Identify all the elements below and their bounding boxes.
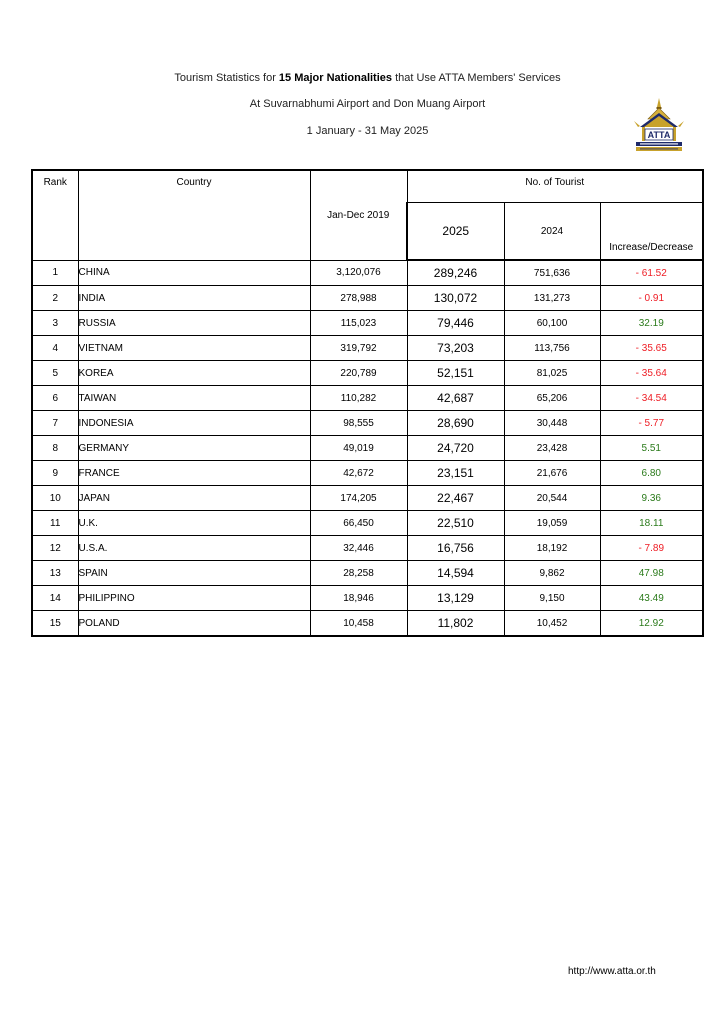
rank-cell: 15 [32, 611, 78, 637]
jan-dec-2019-cell: 32,446 [310, 536, 407, 561]
country-cell: INDONESIA [78, 411, 310, 436]
document-subtitle: At Suvarnabhumi Airport and Don Muang Airport [249, 98, 486, 110]
year-2025-cell: 130,072 [407, 286, 504, 311]
change-percent-cell: - 0.91 [600, 286, 703, 311]
country-cell: FRANCE [78, 461, 310, 486]
change-percent-cell: - 35.65 [600, 336, 703, 361]
year-2025-cell: 28,690 [407, 411, 504, 436]
country-cell: PHILIPPINO [78, 586, 310, 611]
tourism-statistics-table [31, 169, 704, 637]
rank-cell: 5 [32, 361, 78, 386]
rank-cell: 4 [32, 336, 78, 361]
year-2025-header: 2025 [407, 203, 504, 261]
country-cell: CHINA [78, 260, 310, 286]
change-percent-cell: - 34.54 [600, 386, 703, 411]
year-2025-cell: 22,510 [407, 511, 504, 536]
year-2025-cell: 13,129 [407, 586, 504, 611]
title-prefix: Tourism Statistics for [174, 72, 279, 84]
logo-text: ATTA [647, 130, 671, 140]
change-percent-cell: 12.92 [600, 611, 703, 637]
country-cell: U.K. [78, 511, 310, 536]
rank-cell: 3 [32, 311, 78, 336]
rank-cell: 11 [32, 511, 78, 536]
jan-dec-2019-cell: 49,019 [310, 436, 407, 461]
table-row [32, 411, 703, 436]
jan-dec-2019-cell: 115,023 [310, 311, 407, 336]
table-row [32, 611, 703, 637]
jan-dec-2019-cell: 319,792 [310, 336, 407, 361]
change-percent-cell: - 5.77 [600, 411, 703, 436]
year-2024-header: 2024 [504, 203, 600, 261]
year-2024-cell: 81,025 [504, 361, 600, 386]
rank-cell: 6 [32, 386, 78, 411]
year-2025-cell: 14,594 [407, 561, 504, 586]
rank-header: Rank [32, 170, 78, 260]
jan-dec-2019-cell: 18,946 [310, 586, 407, 611]
jan-dec-2019-cell: 42,672 [310, 461, 407, 486]
year-2025-cell: 42,687 [407, 386, 504, 411]
title-suffix: that Use ATTA Members' Services [392, 72, 561, 84]
rank-cell: 13 [32, 561, 78, 586]
country-cell: INDIA [78, 286, 310, 311]
change-percent-cell: - 61.52 [600, 260, 703, 286]
year-2025-cell: 289,246 [407, 260, 504, 286]
rank-cell: 14 [32, 586, 78, 611]
rank-cell: 8 [32, 436, 78, 461]
year-2024-cell: 113,756 [504, 336, 600, 361]
jan-dec-2019-cell: 174,205 [310, 486, 407, 511]
jan-dec-2019-cell: 3,120,076 [310, 260, 407, 286]
year-2024-cell: 18,192 [504, 536, 600, 561]
year-2024-cell: 751,636 [504, 260, 600, 286]
date-range: 1 January - 31 May 2025 [306, 125, 429, 137]
year-2025-cell: 16,756 [407, 536, 504, 561]
table-row [32, 286, 703, 311]
document-title [0, 72, 725, 84]
change-percent-cell: - 7.89 [600, 536, 703, 561]
year-2024-cell: 30,448 [504, 411, 600, 436]
year-2025-cell: 11,802 [407, 611, 504, 637]
table-row [32, 511, 703, 536]
year-2025-cell: 23,151 [407, 461, 504, 486]
jan-dec-2019-cell: 28,258 [310, 561, 407, 586]
jan-dec-2019-cell: 220,789 [310, 361, 407, 386]
jan-dec-2019-cell: 278,988 [310, 286, 407, 311]
table-row [32, 586, 703, 611]
increase-decrease-header: Increase/Decrease [600, 203, 703, 261]
year-2025-cell: 22,467 [407, 486, 504, 511]
rank-cell: 7 [32, 411, 78, 436]
country-cell: KOREA [78, 361, 310, 386]
change-percent-cell: 32.19 [600, 311, 703, 336]
year-2024-cell: 9,862 [504, 561, 600, 586]
jan-dec-2019-header: Jan-Dec 2019 [310, 170, 407, 260]
year-2024-cell: 10,452 [504, 611, 600, 637]
table-row [32, 436, 703, 461]
table-row [32, 260, 703, 286]
year-2024-cell: 19,059 [504, 511, 600, 536]
table-row [32, 386, 703, 411]
year-2024-cell: 20,544 [504, 486, 600, 511]
year-2024-cell: 23,428 [504, 436, 600, 461]
atta-logo-icon [630, 97, 688, 155]
country-cell: SPAIN [78, 561, 310, 586]
change-percent-cell: 43.49 [600, 586, 703, 611]
country-cell: U.S.A. [78, 536, 310, 561]
table-row [32, 561, 703, 586]
jan-dec-2019-cell: 98,555 [310, 411, 407, 436]
country-cell: JAPAN [78, 486, 310, 511]
year-2024-cell: 21,676 [504, 461, 600, 486]
year-2025-cell: 79,446 [407, 311, 504, 336]
rank-cell: 10 [32, 486, 78, 511]
change-percent-cell: 18.11 [600, 511, 703, 536]
year-2024-cell: 131,273 [504, 286, 600, 311]
website-url[interactable]: http://www.atta.or.th [568, 966, 656, 977]
table-row [32, 336, 703, 361]
change-percent-cell: 47.98 [600, 561, 703, 586]
title-emphasis: 15 Major Nationalities [278, 72, 393, 84]
rank-cell: 9 [32, 461, 78, 486]
country-header: Country [78, 170, 310, 260]
table-row [32, 461, 703, 486]
change-percent-cell: 9.36 [600, 486, 703, 511]
table-row [32, 486, 703, 511]
change-percent-cell: 5.51 [600, 436, 703, 461]
jan-dec-2019-cell: 110,282 [310, 386, 407, 411]
country-cell: POLAND [78, 611, 310, 637]
rank-cell: 12 [32, 536, 78, 561]
year-2025-cell: 52,151 [407, 361, 504, 386]
year-2025-cell: 73,203 [407, 336, 504, 361]
table-row [32, 311, 703, 336]
rank-cell: 2 [32, 286, 78, 311]
year-2024-cell: 9,150 [504, 586, 600, 611]
rank-cell: 1 [32, 260, 78, 286]
country-cell: RUSSIA [78, 311, 310, 336]
country-cell: VIETNAM [78, 336, 310, 361]
change-percent-cell: - 35.64 [600, 361, 703, 386]
table-row [32, 536, 703, 561]
jan-dec-2019-cell: 10,458 [310, 611, 407, 637]
year-2025-cell: 24,720 [407, 436, 504, 461]
header-row [32, 170, 703, 203]
country-cell: GERMANY [78, 436, 310, 461]
year-2024-cell: 60,100 [504, 311, 600, 336]
country-cell: TAIWAN [78, 386, 310, 411]
jan-dec-2019-cell: 66,450 [310, 511, 407, 536]
year-2024-cell: 65,206 [504, 386, 600, 411]
no-of-tourist-header: No. of Tourist [407, 170, 703, 203]
change-percent-cell: 6.80 [600, 461, 703, 486]
table-row [32, 361, 703, 386]
table-body [32, 260, 703, 636]
